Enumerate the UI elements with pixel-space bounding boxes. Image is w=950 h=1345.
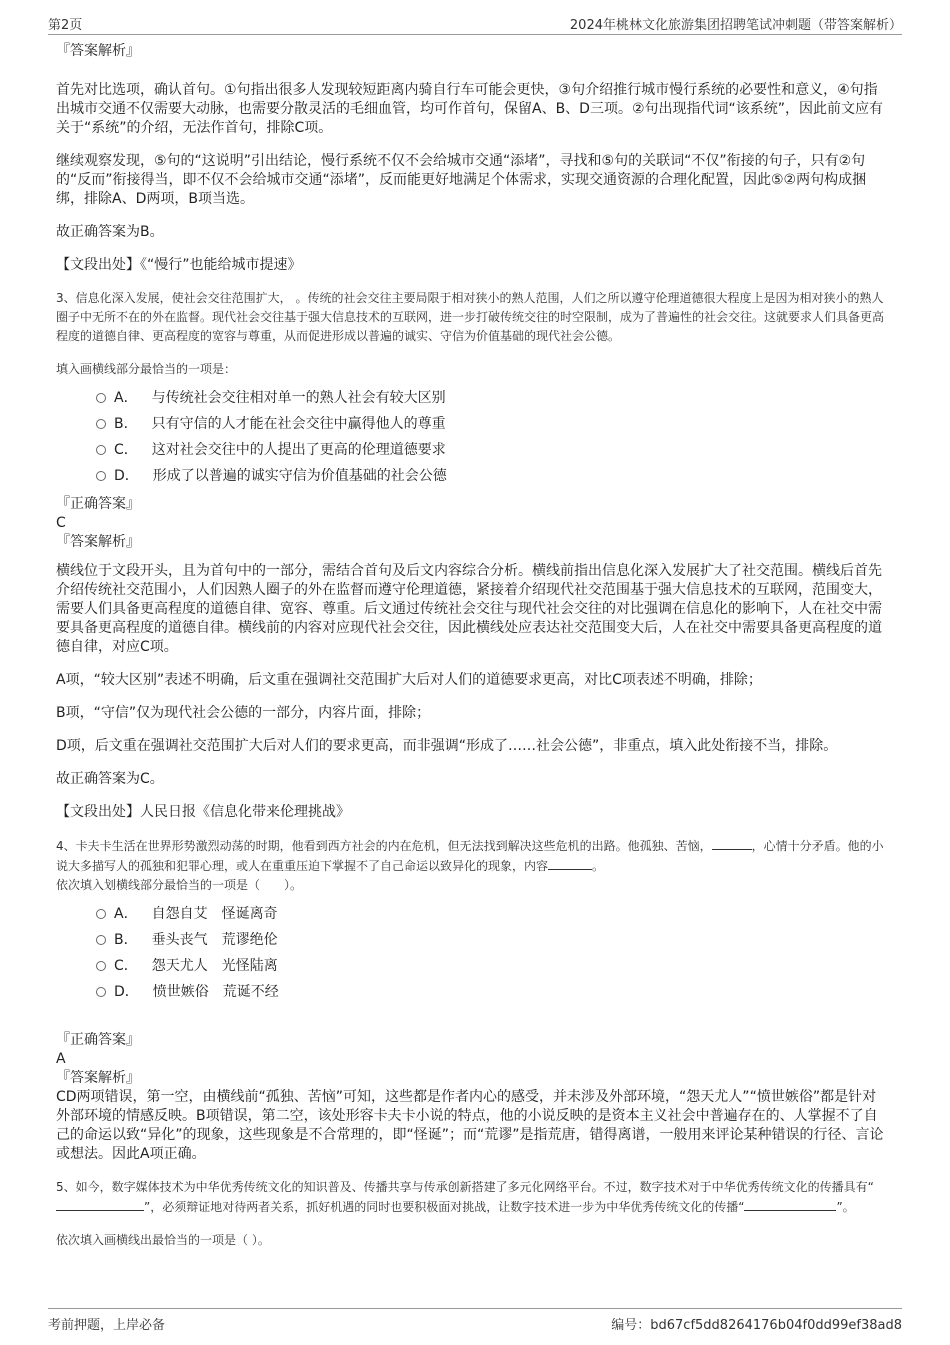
q5-stem: 5、如今，数字媒体技术为中华优秀传统文化的知识普及、传播共享与传承创新搭建了多元化网络平台。不过，数字技术对于中华优秀传统文化的传播具有“”，必须辩证地对待两者关系，抓好机遇的同时也要积极面对挑战，让数字技术进一步为中华优秀传统文化的传播“ ”。 bbox=[56, 1180, 874, 1214]
document-body bbox=[56, 42, 886, 1250]
radio-icon[interactable] bbox=[96, 961, 106, 971]
page-number: 第2页 bbox=[48, 18, 83, 33]
radio-icon[interactable] bbox=[96, 909, 106, 919]
q5-prompt: 依次填入画横线出最恰当的一项是（ ）。 bbox=[56, 1233, 270, 1247]
q2-conclusion: 故正确答案为B。 bbox=[56, 224, 164, 240]
q4-blank-1 bbox=[712, 836, 752, 850]
page-footer bbox=[48, 1308, 902, 1331]
radio-icon[interactable] bbox=[96, 471, 106, 481]
q4-prompt: 依次填入划横线部分最恰当的一项是（ ）。 bbox=[56, 878, 303, 892]
q2-analysis-p1: 首先对比选项，确认首句。①句指出很多人发现较短距离内骑自行车可能会更快，③句介绍推行城市慢行系统的必要性和意义，④句指出城市交通不仅需要大动脉，也需要分散灵活的毛细血管，均可作首句，保留A、B、D三项。②句出现指代词“该系统”，因此前文应有关于“系统”的介绍，无法作首句，排除C项。 bbox=[56, 82, 884, 136]
q4-answer-label: 『正确答案』 bbox=[56, 1032, 140, 1048]
q4-option-b[interactable]: B． 垂头丧气 荒谬绝伦 bbox=[96, 927, 886, 953]
q4-blank-2 bbox=[548, 856, 592, 870]
q3-options bbox=[96, 385, 886, 489]
q4-answer: A bbox=[56, 1051, 66, 1067]
q3-option-d[interactable]: D． 形成了以普遍的诚实守信为价值基础的社会公德 bbox=[96, 463, 886, 489]
q3-option-c[interactable]: C． 这对社会交往中的人提出了更高的伦理道德要求 bbox=[96, 437, 886, 463]
q3-option-b[interactable]: B． 只有守信的人才能在社会交往中赢得他人的尊重 bbox=[96, 411, 886, 437]
footer-slogan: 考前押题，上岸必备 bbox=[48, 1318, 166, 1333]
radio-icon[interactable] bbox=[96, 987, 106, 997]
q2-source: 【文段出处】《“慢行”也能给城市提速》 bbox=[56, 257, 302, 273]
page-header bbox=[48, 12, 902, 35]
radio-icon[interactable] bbox=[96, 445, 106, 455]
q2-analysis-p2: 继续观察发现，⑤句的“这说明”引出结论，慢行系统不仅不会给城市交通“添堵”，寻找和⑤句的关联词“不仅”衔接的句子，只有②句的“反而”衔接得当，即不仅不会给城市交通“添堵”，反而能更好地满足个体需求，实现交通资源的合理化配置，因此⑤②两句构成捆绑，排除A、D两项，B项当选。 bbox=[56, 153, 867, 207]
q3-prompt: 填入画横线部分最恰当的一项是： bbox=[56, 362, 237, 376]
q4-option-d[interactable]: D． 愤世嫉俗 荒诞不经 bbox=[96, 979, 886, 1005]
radio-icon[interactable] bbox=[96, 419, 106, 429]
q5-blank-2 bbox=[744, 1197, 836, 1211]
q3-option-a[interactable]: A． 与传统社会交往相对单一的熟人社会有较大区别 bbox=[96, 385, 886, 411]
q4-analysis-label: 『答案解析』 bbox=[56, 1070, 140, 1086]
q3-conclusion: 故正确答案为C。 bbox=[56, 771, 164, 787]
q3-source: 【文段出处】人民日报《信息化带来伦理挑战》 bbox=[56, 804, 350, 820]
q3-stem: 3、信息化深入发展，使社会交往范围扩大， 。传统的社会交往主要局限于相对狭小的熟人范围，人们之所以遵守伦理道德很大程度上是因为相对狭小的熟人圈子中无所不在的外在监督。现代社会交往基于强大信息技术的互联网，进一步打破传统交往的时空限制，成为了普遍性的社会交往。这就要求人们具备更高程度的道德自律、更高程度的宽容与尊重，从而促进形成以普遍的诚实、守信为价值基础的现代社会公德。 bbox=[56, 291, 885, 343]
radio-icon[interactable] bbox=[96, 935, 106, 945]
q4-option-c[interactable]: C． 怨天尤人 光怪陆离 bbox=[96, 953, 886, 979]
document-title: 2024年桃林文化旅游集团招聘笔试冲刺题（带答案解析） bbox=[569, 18, 902, 33]
q4-analysis-p1: CD两项错误，第一空，由横线前“孤独、苦恼”可知，这些都是作者内心的感受，并未涉及外部环境，“怨天尤人”“愤世嫉俗”都是针对外部环境的情感反映。B项错误，第二空，该处形容卡夫卡小说的特点，他的小说反映的是资本主义社会中普遍存在的、人掌握不了自己的命运以致“异化”的现象，这些现象是不合常理的，即“怪诞”；而“荒谬”是指荒唐，错得离谱，一般用来评论某种错误的行径、言论或想法。因此A项正确。 bbox=[56, 1089, 884, 1162]
radio-icon[interactable] bbox=[96, 393, 106, 403]
q3-analysis-a: A项，“较大区别”表述不明确，后文重在强调社交范围扩大后对人们的道德要求更高，对比C项表述不明确，排除； bbox=[56, 672, 762, 688]
q4-stem: 4、卡夫卡生活在世界形势激烈动荡的时期，他看到西方社会的内在危机，但无法找到解决这些危机的出路。他孤独、苦恼， ，心情十分矛盾。他的小说大多描写人的孤独和犯罪心理，或人在重重压迫下掌握不了自己命运以致异化的现象，内容 。 bbox=[56, 836, 886, 876]
q3-analysis-p1: 横线位于文段开头，且为首句中的一部分，需结合首句及后文内容综合分析。横线前指出信息化深入发展扩大了社交范围。横线后首先介绍传统社交范围小，人们因熟人圈子的外在监督而遵守伦理道德，紧接着介绍现代社交范围基于强大信息技术的互联网，范围变大，需要人们具备更高程度的道德自律、宽容、尊重。后文通过传统社会交往与现代社会交往的对比强调在信息化的影响下，人在社交中需要具备更高程度的道德自律。横线前的内容对应现代社会交往，因此横线处应表达社交范围变大后，人在社交中需要具备更高程度的道德自律，对应C项。 bbox=[56, 563, 882, 655]
q4-options bbox=[96, 901, 886, 1005]
q3-analysis-label: 『答案解析』 bbox=[56, 534, 140, 550]
q3-answer-label: 『正确答案』 bbox=[56, 496, 140, 512]
q3-analysis-d: D项，后文重在强调社交范围扩大后对人们的要求更高，而非强调“形成了……社会公德”，非重点，填入此处衔接不当，排除。 bbox=[56, 738, 838, 754]
q3-analysis-b: B项，“守信”仅为现代社会公德的一部分，内容片面，排除； bbox=[56, 705, 431, 721]
document-id: 编号：bd67cf5dd8264176b04f0dd99ef38ad8 bbox=[611, 1318, 902, 1333]
q4-option-a[interactable]: A． 自怨自艾 怪诞离奇 bbox=[96, 901, 886, 927]
q5-blank-1 bbox=[56, 1197, 144, 1211]
q3-answer: C bbox=[56, 515, 66, 531]
q2-analysis-label: 『答案解析』 bbox=[56, 43, 140, 59]
